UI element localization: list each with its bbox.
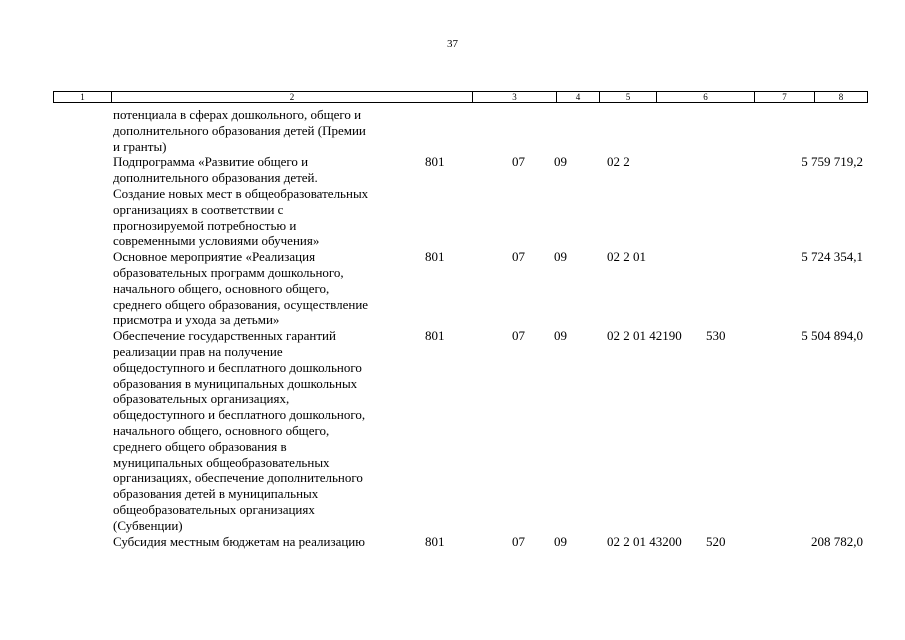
description-line: начального общего, основного общего, [113, 280, 330, 296]
col-5-value: 09 [554, 533, 567, 549]
description-line: общедоступного и бесплатного дошкольного [113, 359, 362, 375]
description-line: образовательных организациях, [113, 391, 290, 407]
table-row [53, 249, 868, 328]
col-6-value: 02 2 01 [607, 249, 646, 265]
table-body [53, 107, 868, 549]
description-line: организациях, обеспечение дополнительного [113, 470, 363, 486]
header-col-8: 8 [838, 92, 844, 102]
header-col-5: 5 [600, 92, 657, 102]
col-4-value: 07 [512, 249, 525, 265]
description-line: общедоступного и бесплатного дошкольного, [113, 407, 366, 423]
header-col-3: 3 [473, 92, 557, 102]
col-4-value: 07 [512, 533, 525, 549]
header-col-2: 2 [112, 92, 473, 102]
header-col-4: 4 [557, 92, 600, 102]
description-line: (Субвенции) [113, 517, 183, 533]
description-line: дополнительного образования детей (Премии [113, 122, 366, 138]
col-8-value: 5 504 894,0 [801, 328, 863, 344]
description-line: среднего общего образования, осуществление [113, 296, 369, 312]
col-5-value: 09 [554, 154, 567, 170]
description-line: организациях в соответствии с [113, 201, 284, 217]
col-3-value: 801 [425, 249, 445, 265]
description-line: общеобразовательных организациях [113, 501, 315, 517]
col-7-value: 520 [706, 533, 726, 549]
description-line: среднего общего образования в [113, 438, 287, 454]
description-line: образования в муниципальных дошкольных [113, 375, 358, 391]
col-4-value: 07 [512, 154, 525, 170]
col-5-value: 09 [554, 328, 567, 344]
col-8-value: 208 782,0 [811, 533, 863, 549]
table-row [53, 154, 868, 249]
col-3-value: 801 [425, 328, 445, 344]
col-6-value: 02 2 01 42190 [607, 328, 682, 344]
row-description [113, 154, 413, 249]
header-col-6: 6 [657, 92, 755, 102]
description-line: Обеспечение государственных гарантий [113, 328, 336, 344]
table-row [53, 328, 868, 533]
table-row [53, 107, 868, 154]
col-5-value: 09 [554, 249, 567, 265]
description-line: современными условиями обучения» [113, 233, 320, 249]
row-description [113, 249, 413, 328]
description-line: реализации прав на получение [113, 343, 283, 359]
header-col-1: 1 [54, 92, 112, 102]
col-6-value: 02 2 [607, 154, 630, 170]
description-line: присмотра и ухода за детьми» [113, 312, 280, 328]
description-line: Создание новых мест в общеобразовательных [113, 185, 369, 201]
row-description [113, 328, 413, 533]
col-3-value: 801 [425, 533, 445, 549]
description-line: образовательных программ дошкольного, [113, 264, 344, 280]
description-line: Подпрограмма «Развитие общего и [113, 154, 309, 170]
col-3-value: 801 [425, 154, 445, 170]
table-row [53, 534, 868, 550]
col-4-value: 07 [512, 328, 525, 344]
description-line: прогнозируемой потребностью и [113, 217, 297, 233]
row-description [113, 534, 413, 550]
col-8-value: 5 759 719,2 [801, 154, 863, 170]
description-line: и гранты) [113, 138, 167, 154]
description-line: Основное мероприятие «Реализация [113, 249, 316, 265]
description-line: начального общего, основного общего, [113, 422, 330, 438]
description-line: образования детей в муниципальных [113, 486, 319, 502]
col-6-value: 02 2 01 43200 [607, 533, 682, 549]
row-description [113, 107, 413, 154]
col-7-value: 530 [706, 328, 726, 344]
description-line: потенциала в сферах дошкольного, общего и [113, 107, 362, 122]
col-8-value: 5 724 354,1 [801, 249, 863, 265]
description-line: Субсидия местным бюджетам на реализацию [113, 533, 365, 549]
page-number: 37 [447, 38, 458, 50]
header-col-7: 7 [755, 92, 815, 102]
description-line: дополнительного образования детей. [113, 170, 318, 186]
description-line: муниципальных общеобразовательных [113, 454, 330, 470]
table-header-row [53, 91, 868, 103]
